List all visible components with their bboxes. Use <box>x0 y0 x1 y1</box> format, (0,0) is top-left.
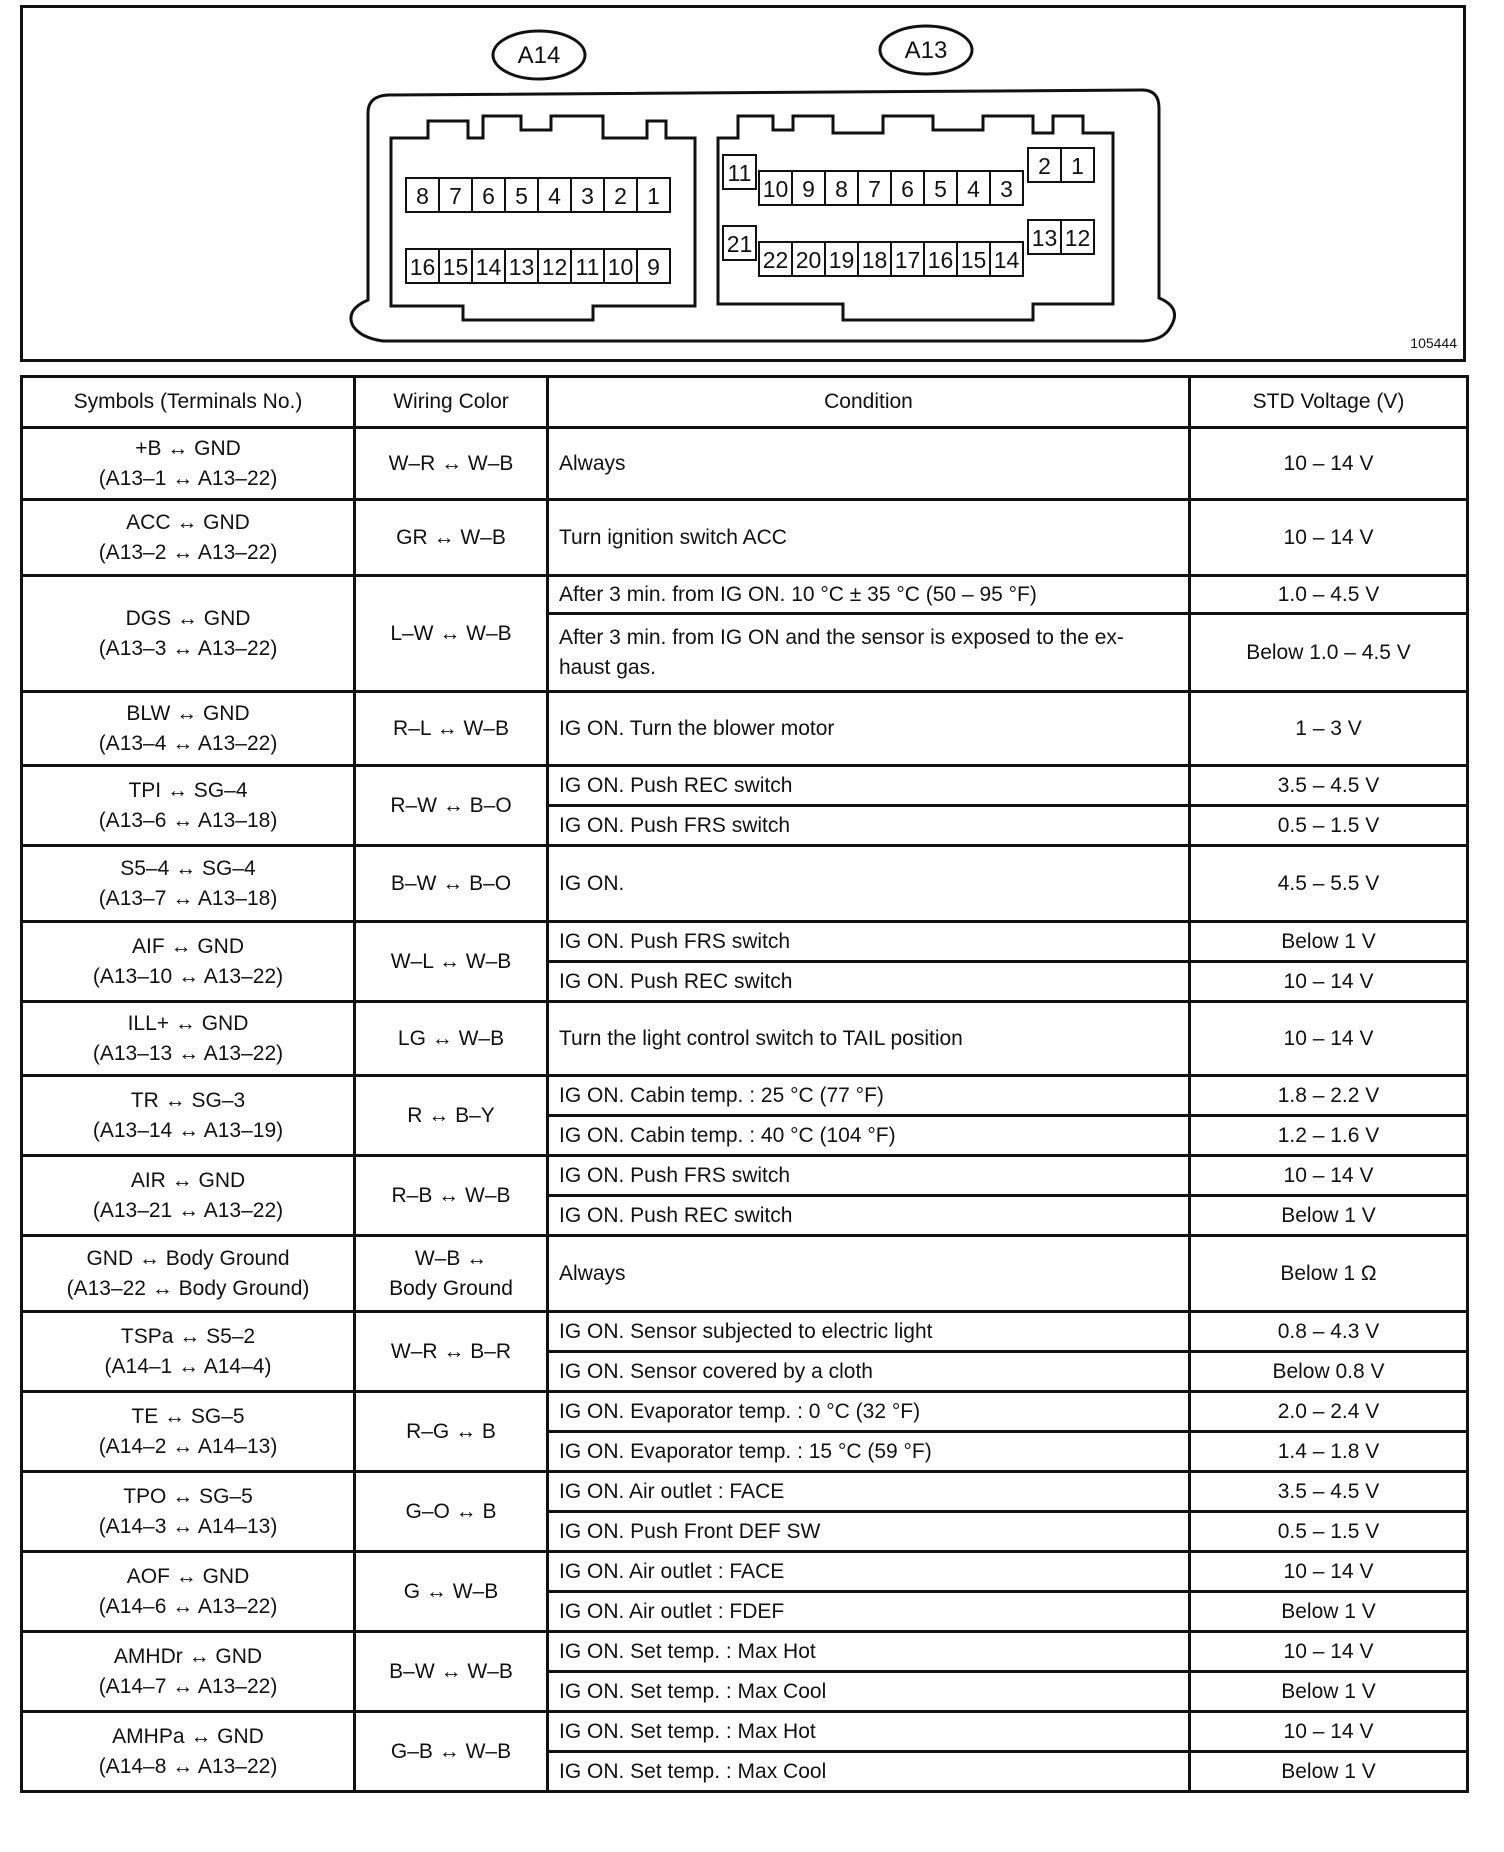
wiring-color-cell <box>355 1552 548 1632</box>
table-row <box>22 1472 1468 1512</box>
symbol-name: DGS ↔ GND <box>125 607 251 631</box>
symbol-cell <box>22 1712 355 1792</box>
std-voltage-cell: 1 – 3 V <box>1190 692 1468 766</box>
a13-pin: 2 <box>1038 153 1051 179</box>
symbol-name: TR ↔ SG–3 <box>130 1089 246 1113</box>
connector-diagram <box>20 5 1466 362</box>
table-row <box>22 428 1468 500</box>
terminal-numbers: (A13–22 ↔ Body Ground) <box>66 1276 310 1300</box>
wiring-color-cell <box>355 1632 548 1712</box>
std-voltage-cell: Below 1 Ω <box>1190 1236 1468 1312</box>
std-voltage-cell: Below 0.8 V <box>1190 1352 1468 1392</box>
terminal-numbers: (A14–6 ↔ A13–22) <box>98 1594 278 1618</box>
symbol-cell <box>22 1632 355 1712</box>
table-row <box>22 576 1468 614</box>
symbol-name: +B ↔ GND <box>135 437 241 461</box>
a13-pin: 5 <box>934 176 947 202</box>
wiring-color: R–W ↔ B–O <box>390 793 512 817</box>
a14-pin: 1 <box>647 183 660 209</box>
std-voltage-cell: 10 – 14 V <box>1190 1632 1468 1672</box>
terminal-numbers: (A13–6 ↔ A13–18) <box>98 808 278 832</box>
std-voltage-cell: 3.5 – 4.5 V <box>1190 1472 1468 1512</box>
a14-pin: 16 <box>409 254 436 280</box>
symbol-cell <box>22 1002 355 1076</box>
symbol-cell <box>22 1076 355 1156</box>
condition-text: IG ON. Air outlet : FACE <box>559 1479 785 1503</box>
condition-text: After 3 min. from IG ON and the sensor is exposed to the ex- <box>559 626 1124 650</box>
a13-pin: 11 <box>727 160 752 186</box>
terminal-numbers: (A13–13 ↔ A13–22) <box>92 1041 284 1065</box>
a13-pin: 22 <box>762 247 789 273</box>
a13-pin: 20 <box>795 247 822 273</box>
wiring-color-cell <box>355 1392 548 1472</box>
a13-pin: 15 <box>960 247 987 273</box>
std-voltage-cell: 2.0 – 2.4 V <box>1190 1392 1468 1432</box>
condition-cell <box>548 1116 1190 1156</box>
wiring-color: L–W ↔ W–B <box>390 621 512 645</box>
wiring-color: W–L ↔ W–B <box>390 949 512 973</box>
std-voltage-cell: 1.8 – 2.2 V <box>1190 1076 1468 1116</box>
condition-text: IG ON. Push REC switch <box>559 969 793 993</box>
std-voltage-cell: 10 – 14 V <box>1190 428 1468 500</box>
a14-pin: 7 <box>449 183 462 209</box>
condition-cell <box>548 1312 1190 1352</box>
terminal-numbers: (A14–3 ↔ A14–13) <box>98 1514 278 1538</box>
std-voltage-cell: 10 – 14 V <box>1190 1002 1468 1076</box>
terminal-numbers: (A14–8 ↔ A13–22) <box>98 1754 278 1778</box>
wiring-color: B–W ↔ W–B <box>389 1659 513 1683</box>
symbol-name: TSPa ↔ S5–2 <box>120 1325 256 1349</box>
std-voltage-cell: Below 1 V <box>1190 1592 1468 1632</box>
symbol-cell <box>22 1236 355 1312</box>
condition-cell <box>548 1632 1190 1672</box>
terminal-numbers: (A14–7 ↔ A13–22) <box>98 1674 278 1698</box>
symbol-cell <box>22 922 355 1002</box>
terminal-numbers: (A13–10 ↔ A13–22) <box>92 964 284 988</box>
condition-cell <box>548 1592 1190 1632</box>
wiring-color-cell <box>355 428 548 500</box>
a13-pin: 18 <box>861 247 888 273</box>
symbol-name: AIR ↔ GND <box>130 1169 246 1193</box>
terminal-numbers: (A13–7 ↔ A13–18) <box>98 886 278 910</box>
std-voltage-cell: 3.5 – 4.5 V <box>1190 766 1468 806</box>
std-voltage-cell: Below 1 V <box>1190 1196 1468 1236</box>
symbol-name: ILL+ ↔ GND <box>127 1012 249 1036</box>
condition-text: After 3 min. from IG ON. 10 °C ± 35 °C (50 – 95 °F) <box>559 582 1037 606</box>
condition-text: Always <box>559 1261 626 1285</box>
wiring-color-cell <box>355 692 548 766</box>
a13-pin: 7 <box>868 176 881 202</box>
std-voltage-cell: 0.8 – 4.3 V <box>1190 1312 1468 1352</box>
condition-text: Turn the light control switch to TAIL position <box>559 1026 963 1050</box>
wiring-color: W–B ↔ <box>414 1247 488 1271</box>
symbol-cell <box>22 692 355 766</box>
std-voltage-cell: 1.0 – 4.5 V <box>1190 576 1468 614</box>
condition-text: IG ON. Set temp. : Max Hot <box>559 1719 816 1743</box>
a13-label: A13 <box>904 37 948 64</box>
std-voltage-cell: 10 – 14 V <box>1190 962 1468 1002</box>
symbol-cell <box>22 1552 355 1632</box>
condition-text: IG ON. Cabin temp. : 25 °C (77 °F) <box>559 1083 884 1107</box>
table-header-row <box>22 377 1468 428</box>
terminal-numbers: (A13–3 ↔ A13–22) <box>98 636 278 660</box>
symbol-name: S5–4 ↔ SG–4 <box>120 857 256 881</box>
condition-cell <box>548 962 1190 1002</box>
condition-text: IG ON. Push FRS switch <box>559 1163 791 1187</box>
condition-cell <box>548 1076 1190 1116</box>
condition-cell <box>548 846 1190 922</box>
condition-text: IG ON. Evaporator temp. : 0 °C (32 °F) <box>559 1399 921 1423</box>
a13-pin: 9 <box>802 176 815 202</box>
symbol-cell <box>22 1472 355 1552</box>
std-voltage-cell: 1.4 – 1.8 V <box>1190 1432 1468 1472</box>
condition-cell <box>548 766 1190 806</box>
terminal-numbers: (A14–1 ↔ A14–4) <box>104 1354 272 1378</box>
a13-pin: 10 <box>762 176 789 202</box>
symbol-cell <box>22 428 355 500</box>
wiring-color: G ↔ W–B <box>403 1579 499 1603</box>
a14-pin: 6 <box>482 183 495 209</box>
symbol-name: ACC ↔ GND <box>126 511 250 535</box>
symbol-cell <box>22 1312 355 1392</box>
a13-pin: 14 <box>993 247 1020 273</box>
a13-pin: 4 <box>967 176 980 202</box>
a13-pin: 6 <box>901 176 914 202</box>
symbol-cell <box>22 766 355 846</box>
condition-cell <box>548 1672 1190 1712</box>
a14-pin: 5 <box>515 183 528 209</box>
terminal-numbers: (A13–21 ↔ A13–22) <box>92 1198 284 1222</box>
a13-pin: 13 <box>1031 225 1058 251</box>
wiring-color-cell <box>355 1472 548 1552</box>
a13-pin: 12 <box>1064 225 1091 251</box>
std-voltage-cell: 10 – 14 V <box>1190 1712 1468 1752</box>
a13-pin: 19 <box>828 247 855 273</box>
a13-pin: 21 <box>726 231 753 257</box>
wiring-color: R ↔ B–Y <box>407 1103 495 1127</box>
terminal-numbers: (A13–1 ↔ A13–22) <box>98 466 278 490</box>
header-std-voltage: STD Voltage (V) <box>1190 377 1468 428</box>
a13-pin: 8 <box>835 176 848 202</box>
a14-pin: 4 <box>548 183 561 209</box>
a14-pin: 2 <box>614 183 627 209</box>
condition-cell <box>548 1392 1190 1432</box>
table-row <box>22 1236 1468 1312</box>
condition-cell <box>548 1512 1190 1552</box>
condition-cell <box>548 1236 1190 1312</box>
wiring-color-cell <box>355 1712 548 1792</box>
condition-text: IG ON. Turn the blower motor <box>559 716 835 740</box>
wiring-color: W–R ↔ B–R <box>390 1339 512 1363</box>
a14-pin: 8 <box>416 183 429 209</box>
a14-inner-body <box>391 116 695 320</box>
a13-pin: 17 <box>894 247 921 273</box>
symbol-name: AMHDr ↔ GND <box>113 1645 263 1669</box>
a14-pin: 14 <box>475 254 502 280</box>
condition-text: IG ON. Cabin temp. : 40 °C (104 °F) <box>559 1123 896 1147</box>
wiring-color-cell <box>355 1076 548 1156</box>
table-row <box>22 692 1468 766</box>
condition-cell <box>548 428 1190 500</box>
condition-text: Turn ignition switch ACC <box>559 525 787 549</box>
wiring-color: R–G ↔ B <box>406 1419 496 1443</box>
std-voltage-cell: Below 1 V <box>1190 1672 1468 1712</box>
std-voltage-cell: 1.2 – 1.6 V <box>1190 1116 1468 1156</box>
symbol-cell <box>22 576 355 692</box>
wiring-color: B–W ↔ B–O <box>390 871 512 895</box>
condition-cell <box>548 922 1190 962</box>
wiring-color-cell <box>355 500 548 576</box>
table-row <box>22 922 1468 962</box>
wiring-color: LG ↔ W–B <box>397 1026 505 1050</box>
symbol-name: AOF ↔ GND <box>126 1565 250 1589</box>
std-voltage-cell: 10 – 14 V <box>1190 1156 1468 1196</box>
wiring-color: GR ↔ W–B <box>396 525 506 549</box>
a13-pin: 3 <box>1000 176 1013 202</box>
std-voltage-cell: Below 1.0 – 4.5 V <box>1190 614 1468 692</box>
terminal-numbers: (A13–14 ↔ A13–19) <box>92 1118 284 1142</box>
condition-text: IG ON. Push REC switch <box>559 773 793 797</box>
wiring-color: W–R ↔ W–B <box>388 451 514 475</box>
condition-text: Always <box>559 451 626 475</box>
terminal-voltage-table <box>20 375 1469 1793</box>
condition-text: IG ON. Set temp. : Max Cool <box>559 1679 827 1703</box>
condition-text: IG ON. Push REC switch <box>559 1203 793 1227</box>
condition-text-line2: haust gas. <box>559 655 656 679</box>
condition-cell <box>548 1352 1190 1392</box>
condition-cell <box>548 1196 1190 1236</box>
table-row <box>22 1552 1468 1592</box>
wiring-color-cell <box>355 576 548 692</box>
condition-cell <box>548 1472 1190 1512</box>
symbol-cell <box>22 1156 355 1236</box>
a13-pin: 1 <box>1071 153 1084 179</box>
condition-cell <box>548 1432 1190 1472</box>
condition-text: IG ON. <box>559 871 625 895</box>
std-voltage-cell: 10 – 14 V <box>1190 500 1468 576</box>
symbol-cell <box>22 500 355 576</box>
wiring-color: G–O ↔ B <box>405 1499 497 1523</box>
table-row <box>22 1312 1468 1352</box>
terminal-numbers: (A13–4 ↔ A13–22) <box>98 731 278 755</box>
wiring-color-cell <box>355 1156 548 1236</box>
a14-pin: 10 <box>607 254 634 280</box>
symbol-name: TE ↔ SG–5 <box>131 1405 245 1429</box>
condition-text: IG ON. Sensor covered by a cloth <box>559 1359 873 1383</box>
condition-cell <box>548 1712 1190 1752</box>
condition-text: IG ON. Evaporator temp. : 15 °C (59 °F) <box>559 1439 932 1463</box>
a13-pin: 16 <box>927 247 954 273</box>
table-row <box>22 1156 1468 1196</box>
condition-cell <box>548 692 1190 766</box>
std-voltage-cell: 4.5 – 5.5 V <box>1190 846 1468 922</box>
a14-pin: 9 <box>647 254 660 280</box>
symbol-cell <box>22 1392 355 1472</box>
std-voltage-cell: Below 1 V <box>1190 922 1468 962</box>
condition-text: IG ON. Set temp. : Max Hot <box>559 1639 816 1663</box>
header-wiring-color: Wiring Color <box>355 377 548 428</box>
wiring-color-cell <box>355 1002 548 1076</box>
a14-pin: 12 <box>541 254 568 280</box>
a14-pin: 15 <box>442 254 469 280</box>
table-row <box>22 1076 1468 1116</box>
terminal-numbers: (A14–2 ↔ A14–13) <box>98 1434 278 1458</box>
std-voltage-cell: 0.5 – 1.5 V <box>1190 806 1468 846</box>
condition-cell <box>548 500 1190 576</box>
table-row <box>22 1392 1468 1432</box>
wiring-color-line2: Body Ground <box>389 1276 513 1300</box>
condition-cell <box>548 614 1190 692</box>
header-condition: Condition <box>548 377 1190 428</box>
header-symbols: Symbols (Terminals No.) <box>22 377 355 428</box>
a14-pin: 13 <box>508 254 535 280</box>
a14-pin: 3 <box>581 183 594 209</box>
condition-text: IG ON. Air outlet : FACE <box>559 1559 785 1583</box>
condition-cell <box>548 576 1190 614</box>
condition-cell <box>548 806 1190 846</box>
a13-inner-body <box>718 116 1113 320</box>
table-row <box>22 1712 1468 1752</box>
table-row <box>22 846 1468 922</box>
symbol-cell <box>22 846 355 922</box>
table-row <box>22 1632 1468 1672</box>
condition-text: IG ON. Sensor subjected to electric light <box>559 1319 933 1343</box>
terminal-numbers: (A13–2 ↔ A13–22) <box>98 540 278 564</box>
symbol-name: AMHPa ↔ GND <box>112 1725 264 1749</box>
std-voltage-cell: Below 1 V <box>1190 1752 1468 1792</box>
wiring-color-cell <box>355 1236 548 1312</box>
table-body <box>22 428 1468 1792</box>
a14-label: A14 <box>517 42 561 69</box>
pin-layer <box>406 148 1094 283</box>
condition-text: IG ON. Set temp. : Max Cool <box>559 1759 827 1783</box>
symbol-name: TPO ↔ SG–5 <box>123 1485 253 1509</box>
symbol-name: AIF ↔ GND <box>131 935 244 959</box>
condition-cell <box>548 1552 1190 1592</box>
condition-cell <box>548 1156 1190 1196</box>
std-voltage-cell: 0.5 – 1.5 V <box>1190 1512 1468 1552</box>
wiring-color: R–B ↔ W–B <box>391 1183 511 1207</box>
diagram-code: 105444 <box>1410 335 1457 351</box>
table-row <box>22 500 1468 576</box>
std-voltage-cell: 10 – 14 V <box>1190 1552 1468 1592</box>
wiring-color: G–B ↔ W–B <box>390 1739 512 1763</box>
symbol-name: BLW ↔ GND <box>126 702 250 726</box>
condition-text: IG ON. Air outlet : FDEF <box>559 1599 785 1623</box>
table-row <box>22 766 1468 806</box>
wiring-color-cell <box>355 1312 548 1392</box>
symbol-name: GND ↔ Body Ground <box>86 1247 290 1271</box>
connector-drawing <box>23 8 1463 359</box>
condition-text: IG ON. Push FRS switch <box>559 929 791 953</box>
condition-cell <box>548 1752 1190 1792</box>
wiring-color-cell <box>355 846 548 922</box>
wiring-color-cell <box>355 922 548 1002</box>
condition-text: IG ON. Push FRS switch <box>559 813 791 837</box>
condition-cell <box>548 1002 1190 1076</box>
wiring-color: R–L ↔ W–B <box>393 716 509 740</box>
wiring-color-cell <box>355 766 548 846</box>
a14-pin: 11 <box>575 254 600 280</box>
table-row <box>22 1002 1468 1076</box>
condition-text: IG ON. Push Front DEF SW <box>559 1519 821 1543</box>
symbol-name: TPI ↔ SG–4 <box>128 779 248 803</box>
